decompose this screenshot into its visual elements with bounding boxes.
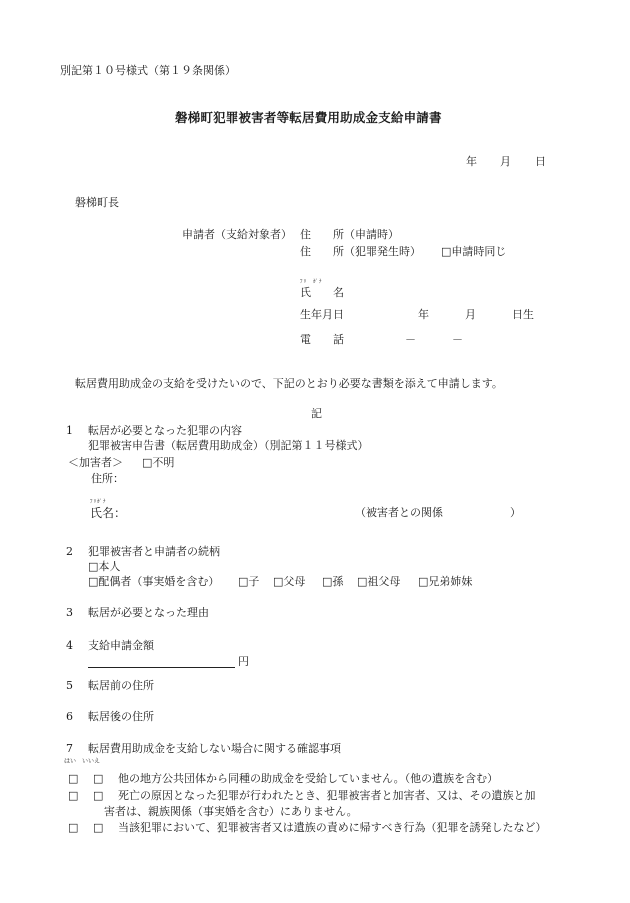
perpetrator-label: ＜加害者＞	[68, 456, 123, 469]
confirm-2-yes-checkbox[interactable]: □	[68, 789, 79, 802]
birth-month: 月	[465, 308, 476, 321]
address-at-application-label: 住 所（申請時）	[300, 228, 399, 241]
section-1-title: 転居が必要となった犯罪の内容	[88, 424, 242, 437]
applicant-name-label: 氏 名	[300, 286, 344, 299]
perpetrator-name-label: 氏名：	[90, 506, 127, 520]
section-4-title: 支給申請金額	[88, 639, 154, 652]
perpetrator-address-label: 住所：	[91, 472, 124, 485]
yes-no-column-labels: はい いいえ	[64, 758, 101, 765]
section-5-title: 転居前の住所	[88, 679, 154, 692]
amount-unit: 円	[238, 655, 249, 668]
document-title: 磐梯町犯罪被害者等転居費用助成金支給申請書	[175, 110, 442, 125]
section-5-number: 5	[66, 679, 73, 692]
section-7-title: 転居費用助成金を支給しない場合に関する確認事項	[88, 742, 341, 755]
section-3-number: 3	[66, 606, 73, 619]
perpetrator-name-furigana: ﾌﾘｶﾞﾅ	[90, 499, 107, 505]
confirm-3-yes-checkbox[interactable]: □	[68, 821, 79, 834]
intro-text: 転居費用助成金の支給を受けたいので、下記のとおり必要な書類を添えて申請します。	[75, 377, 503, 390]
confirm-1-no-checkbox[interactable]: □	[93, 772, 104, 785]
perpetrator-unknown-checkbox[interactable]: □不明	[142, 456, 175, 469]
relation-close: ）	[510, 506, 521, 519]
relation-grandchild-checkbox[interactable]: □孫	[322, 575, 344, 588]
date-month: 月	[500, 155, 511, 168]
relation-sibling-checkbox[interactable]: □兄弟姉妹	[418, 575, 473, 588]
applicant-label: 申請者（支給対象者）	[182, 228, 292, 241]
relation-parent-checkbox[interactable]: □父母	[273, 575, 306, 588]
section-6-title: 転居後の住所	[88, 710, 154, 723]
section-1-subtitle: 犯罪被害申告書（転居費用助成金）（別記第１１号様式）	[88, 439, 369, 452]
section-2-title: 犯罪被害者と申請者の続柄	[88, 545, 220, 558]
phone-dash-1: －	[405, 333, 416, 346]
phone-label: 電 話	[300, 333, 344, 346]
date-year: 年	[466, 155, 477, 168]
address-at-crime-label: 住 所（犯罪発生時）	[300, 245, 421, 258]
name-furigana-label: ﾌﾘ ｶﾞﾅ	[300, 279, 323, 285]
section-1-number: 1	[66, 424, 73, 437]
ki-heading: 記	[311, 407, 322, 420]
confirm-1-text: 他の地方公共団体から同種の助成金を受給していません。（他の遺族を含む）	[118, 772, 499, 785]
relation-grandparent-checkbox[interactable]: □祖父母	[357, 575, 401, 588]
section-6-number: 6	[66, 710, 73, 723]
amount-input-line[interactable]	[88, 667, 235, 668]
confirm-1-yes-checkbox[interactable]: □	[68, 772, 79, 785]
relation-self-checkbox[interactable]: □本人	[88, 560, 121, 573]
relation-child-checkbox[interactable]: □子	[238, 575, 260, 588]
phone-dash-2: －	[452, 333, 463, 346]
confirm-2-text: 死亡の原因となった犯罪が行われたとき、犯罪被害者と加害者、又は、その遺族と加	[118, 789, 536, 802]
birthdate-label: 生年月日	[300, 308, 344, 321]
birth-year: 年	[418, 308, 429, 321]
confirm-3-text: 当該犯罪において、犯罪被害者又は遺族の責めに帰すべき行為（犯罪を誘発したなど）	[118, 821, 547, 834]
relation-label: （被害者との関係	[355, 506, 443, 519]
confirm-3-no-checkbox[interactable]: □	[93, 821, 104, 834]
relation-spouse-checkbox[interactable]: □配偶者（事実婚を含む）	[88, 575, 220, 588]
date-day: 日	[535, 155, 546, 168]
section-4-number: 4	[66, 639, 73, 652]
confirm-2-no-checkbox[interactable]: □	[93, 789, 104, 802]
confirm-2-text-line2: 害者は、親族関係（事実婚を含む）にありません。	[104, 805, 358, 818]
section-7-number: 7	[66, 742, 73, 755]
section-3-title: 転居が必要となった理由	[88, 606, 209, 619]
birth-day: 日生	[512, 308, 534, 321]
section-2-number: 2	[66, 545, 73, 558]
addressee: 磐梯町長	[75, 196, 119, 209]
same-as-application-checkbox[interactable]: □申請時同じ	[441, 245, 507, 258]
form-number-note: 別記第１０号様式（第１９条関係）	[60, 64, 236, 77]
